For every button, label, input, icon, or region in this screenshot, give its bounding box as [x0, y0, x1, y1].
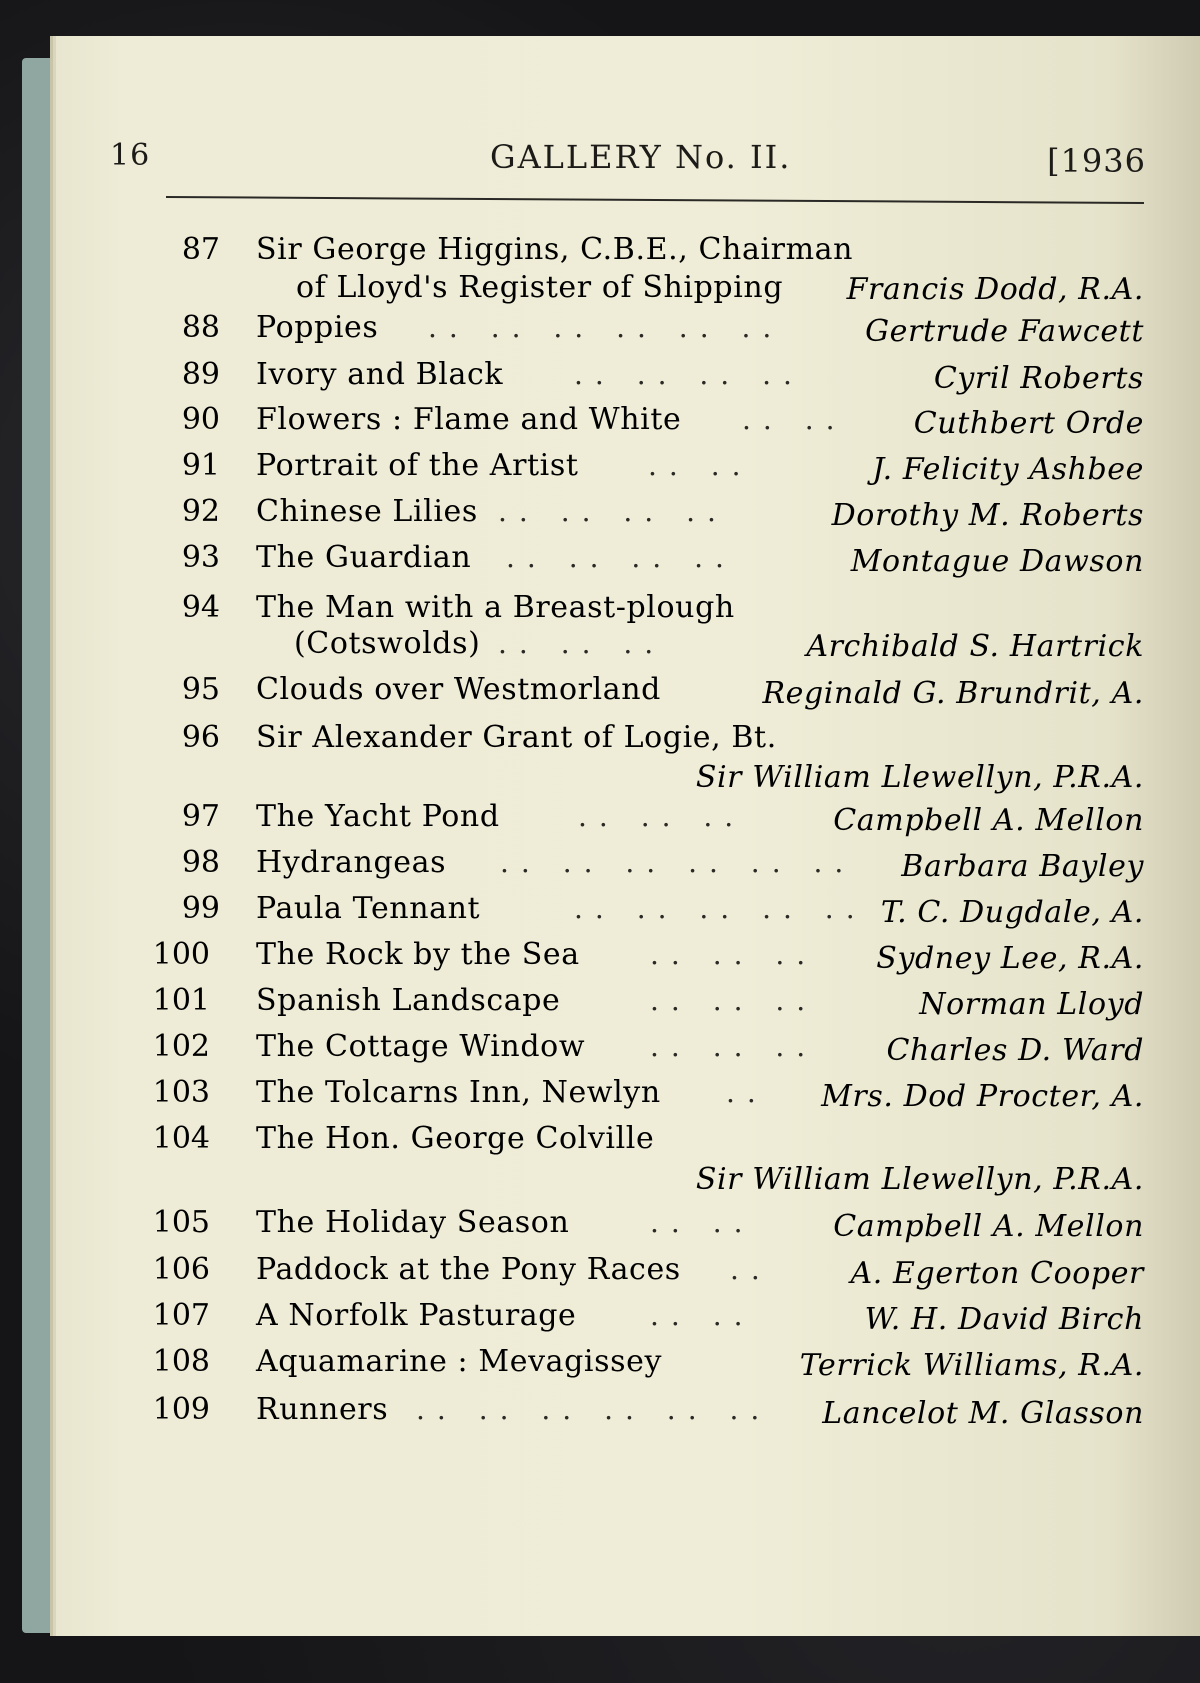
leader-dots: .. .. .. ..	[574, 358, 804, 391]
leader-dots: .. .. .. ..	[506, 541, 736, 574]
entry-number: 89	[181, 357, 220, 392]
entry-number: 90	[181, 402, 220, 437]
entry-artist: Dorothy M. Roberts	[831, 498, 1144, 533]
entry-title: The Guardian	[256, 540, 472, 575]
leader-dots: .. .. ..	[578, 800, 746, 833]
leader-dots: .. .. ..	[650, 938, 818, 971]
entry-title-continued: of Lloyd's Register of Shipping	[296, 270, 784, 305]
entry-title: The Rock by the Sea	[256, 937, 580, 972]
entry-number: 109	[152, 1392, 210, 1427]
entry-title: Portrait of the Artist	[256, 448, 579, 483]
entry-artist: Cuthbert Orde	[913, 406, 1144, 441]
entry-number: 101	[152, 983, 210, 1018]
entry-number: 95	[181, 672, 220, 707]
entry-title: The Cottage Window	[256, 1029, 586, 1064]
entry-artist: Campbell A. Mellon	[833, 803, 1144, 838]
leader-dots: .. .. .. .. .. ..	[416, 1393, 772, 1426]
entry-title: The Hon. George Colville	[256, 1121, 655, 1156]
leader-dots: .. .. ..	[498, 627, 666, 660]
entry-number: 102	[152, 1029, 210, 1064]
entry-title: The Man with a Breast-plough	[256, 590, 735, 625]
entry-artist: Charles D. Ward	[886, 1033, 1144, 1068]
entry-number: 96	[181, 720, 220, 755]
leader-dots: .. .. .. .. .. ..	[428, 311, 784, 344]
entry-artist: Montague Dawson	[850, 544, 1144, 579]
entry-artist: Cyril Roberts	[933, 361, 1144, 396]
entry-number: 88	[181, 310, 220, 345]
entry-title: Chinese Lilies	[256, 494, 478, 529]
entry-number: 98	[181, 845, 220, 880]
entry-title-continued: (Cotswolds)	[294, 626, 481, 661]
entry-artist: Sir William Llewellyn, P.R.A.	[695, 760, 1144, 795]
leader-dots: .. ..	[650, 1206, 755, 1239]
entry-artist: Francis Dodd, R.A.	[846, 272, 1144, 307]
entry-title: Sir Alexander Grant of Logie, Bt.	[256, 720, 777, 755]
leader-dots: .. ..	[742, 403, 847, 436]
entry-artist: W. H. David Birch	[864, 1302, 1144, 1337]
page-title: GALLERY No. II.	[490, 138, 792, 176]
entry-title: Spanish Landscape	[256, 983, 561, 1018]
entry-title: The Tolcarns Inn, Newlyn	[256, 1075, 661, 1110]
entry-number: 93	[181, 540, 220, 575]
entry-number: 91	[181, 448, 220, 483]
entry-artist: Sir William Llewellyn, P.R.A.	[695, 1162, 1144, 1197]
entry-artist: J. Felicity Ashbee	[872, 452, 1144, 487]
leader-dots: .. .. .. ..	[498, 495, 728, 528]
leader-dots: ..	[730, 1253, 772, 1286]
entry-number: 107	[152, 1298, 210, 1333]
entry-title: The Yacht Pond	[256, 799, 500, 834]
entry-artist: Lancelot M. Glasson	[822, 1396, 1144, 1431]
leader-dots: .. ..	[650, 1299, 755, 1332]
leader-dots: .. .. .. .. .. ..	[500, 846, 856, 879]
entry-number: 94	[181, 590, 220, 625]
entry-artist: Norman Lloyd	[919, 987, 1144, 1022]
entry-artist: Reginald G. Brundrit, A.	[762, 676, 1144, 711]
entry-artist: Mrs. Dod Procter, A.	[821, 1079, 1144, 1114]
entry-number: 104	[152, 1121, 210, 1156]
entry-title: Poppies	[256, 310, 379, 345]
entry-number: 105	[152, 1205, 210, 1240]
leader-dots: .. ..	[648, 449, 753, 482]
entry-artist: A. Egerton Cooper	[850, 1256, 1144, 1291]
entry-number: 108	[152, 1344, 210, 1379]
entry-title: Hydrangeas	[256, 845, 447, 880]
entry-artist: Terrick Williams, R.A.	[799, 1348, 1144, 1383]
page-number: 16	[110, 138, 151, 173]
entry-number: 100	[152, 937, 210, 972]
entry-number: 103	[152, 1075, 210, 1110]
entry-title: Sir George Higgins, C.B.E., Chairman	[256, 232, 854, 267]
entry-title: Ivory and Black	[256, 357, 504, 392]
entry-title: Clouds over Westmorland	[256, 672, 661, 707]
entry-title: Paula Tennant	[256, 891, 481, 926]
entry-artist: T. C. Dugdale, A.	[880, 895, 1144, 930]
entry-artist: Campbell A. Mellon	[833, 1209, 1144, 1244]
entry-number: 97	[181, 799, 220, 834]
entry-title: Aquamarine : Mevagissey	[256, 1344, 662, 1379]
year-label: [1936	[1047, 142, 1146, 180]
entry-title: The Holiday Season	[256, 1205, 570, 1240]
entry-title: Runners	[256, 1392, 389, 1427]
entry-title: Paddock at the Pony Races	[256, 1252, 681, 1287]
entry-title: Flowers : Flame and White	[256, 402, 682, 437]
entry-artist: Barbara Bayley	[901, 849, 1144, 884]
leader-dots: .. .. ..	[650, 1030, 818, 1063]
entry-artist: Sydney Lee, R.A.	[876, 941, 1144, 976]
leader-dots: ..	[726, 1076, 768, 1109]
entry-number: 92	[181, 494, 220, 529]
entry-artist: Archibald S. Hartrick	[806, 629, 1144, 664]
entry-title: A Norfolk Pasturage	[256, 1298, 577, 1333]
entry-number: 87	[181, 232, 220, 267]
entry-number: 99	[181, 891, 220, 926]
entry-artist: Gertrude Fawcett	[865, 314, 1144, 349]
leader-dots: .. .. .. .. ..	[574, 892, 867, 925]
leader-dots: .. .. ..	[650, 984, 818, 1017]
entry-number: 106	[152, 1252, 210, 1287]
